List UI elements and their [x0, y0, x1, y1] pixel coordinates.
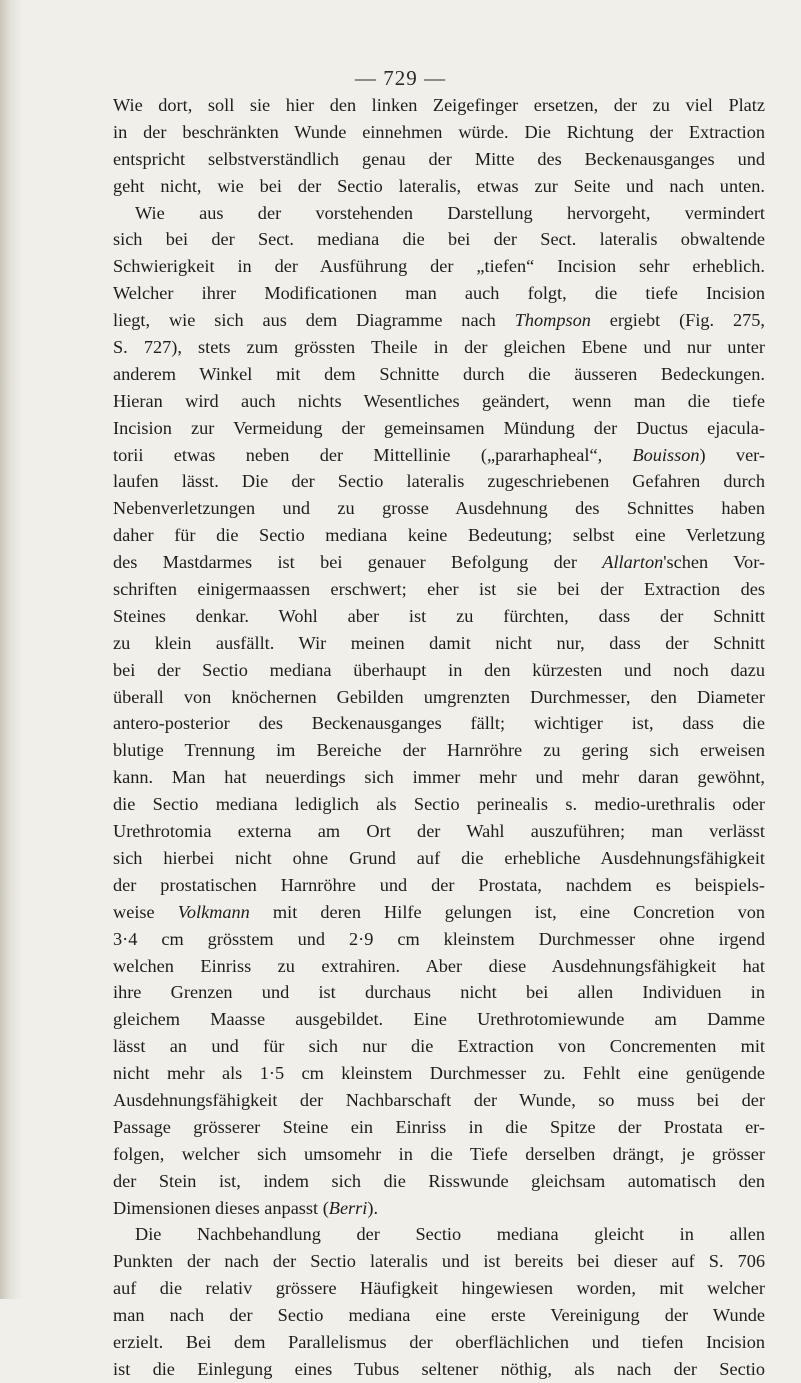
- text-segment: entspricht selbstverständlich genau der Mitte des Beckenausganges und: [113, 148, 765, 169]
- text-line: [113, 872, 765, 899]
- text-line: [113, 92, 765, 119]
- text-segment: Die Nachbehandlung der Sectio mediana gleicht in allen: [135, 1224, 765, 1245]
- text-segment: Ausdehnungsfähigkeit der Nachbarschaft der Wunde, so muss bei der: [113, 1089, 765, 1110]
- text-line: [113, 979, 765, 1006]
- text-segment: Dimensionen dieses anpasst (: [113, 1197, 329, 1218]
- text-segment: antero-posterior des Beckenausganges fällt; wichtiger ist, dass die: [113, 713, 765, 734]
- text-line: [113, 899, 765, 926]
- body-text: [113, 92, 765, 1383]
- text-segment: 3·4 cm grösstem und 2·9 cm kleinstem Durchmesser ohne irgend: [113, 928, 765, 949]
- text-line: [113, 1033, 765, 1060]
- text-segment: Urethrotomia externa am Ort der Wahl auszuführen; man verlässt: [113, 821, 765, 842]
- text-segment: S. 727), stets zum grössten Theile in der gleichen Ebene und nur unter: [113, 337, 765, 358]
- text-line: [113, 1060, 765, 1087]
- text-line: [113, 764, 765, 791]
- text-line: [113, 253, 765, 280]
- text-line: [113, 1329, 765, 1356]
- text-segment: sich hierbei nicht ohne Grund auf die erhebliche Ausdehnungsfähigkeit: [113, 847, 765, 868]
- text-segment: mit deren Hilfe gelungen ist, eine Concretion von: [249, 901, 765, 922]
- text-segment: ) ver-: [699, 444, 765, 465]
- text-line: [113, 630, 765, 657]
- text-segment: laufen lässt. Die der Sectio lateralis zugeschriebenen Gefahren durch: [113, 471, 765, 492]
- text-line: [113, 415, 765, 442]
- text-segment: Wie aus der vorstehenden Darstellung hervorgeht, vermindert: [135, 202, 765, 223]
- text-segment: der prostatischen Harnröhre und der Prostata, nachdem es beispiels-: [113, 874, 765, 895]
- text-segment: Nebenverletzungen und zu grosse Ausdehnung des Schnittes haben: [113, 498, 765, 519]
- text-line: [113, 1356, 765, 1383]
- text-segment: welchen Einriss zu extrahiren. Aber diese Ausdehnungsfähigkeit hat: [113, 955, 765, 976]
- italic-name: Berri: [328, 1197, 368, 1218]
- text-segment: torii etwas neben der Mittellinie („pararhapheal“,: [113, 444, 633, 465]
- text-line: [113, 818, 765, 845]
- text-line: [113, 1275, 765, 1302]
- text-line: [113, 926, 765, 953]
- text-segment: ist die Einlegung eines Tubus seltener nöthig, als nach der Sectio: [113, 1358, 765, 1379]
- text-segment: 'schen Vor-: [663, 552, 766, 573]
- text-segment: auf die relativ grössere Häufigkeit hingewiesen worden, mit welcher: [113, 1278, 765, 1299]
- text-segment: ihre Grenzen und ist durchaus nicht bei allen Individuen in: [113, 982, 765, 1003]
- text-segment: anderem Winkel mit dem Schnitte durch die äusseren Bedeckungen.: [113, 363, 765, 384]
- page-number: — 729 —: [355, 66, 446, 90]
- text-line: [113, 737, 765, 764]
- text-line: [113, 1195, 765, 1222]
- text-line: [113, 603, 765, 630]
- text-segment: folgen, welcher sich umsomehr in die Tiefe derselben drängt, je grösser: [113, 1143, 765, 1164]
- text-segment: sich bei der Sect. mediana die bei der Sect. lateralis obwaltende: [113, 229, 765, 250]
- text-line: [113, 1087, 765, 1114]
- text-line: [113, 549, 765, 576]
- text-segment: lässt an und für sich nur die Extraction von Concrementen mit: [113, 1036, 765, 1057]
- text-segment: weise: [113, 901, 178, 922]
- page-binding-shadow: [0, 0, 22, 1299]
- text-line: [113, 468, 765, 495]
- text-line: [113, 522, 765, 549]
- text-segment: Schwierigkeit in der Ausführung der „tiefen“ Incision sehr erheblich.: [113, 256, 765, 277]
- text-line: [113, 1302, 765, 1329]
- text-line: [113, 307, 765, 334]
- text-line: [113, 334, 765, 361]
- text-line: [113, 1221, 765, 1248]
- italic-name: Bouisson: [632, 444, 700, 465]
- text-segment: gleichem Maasse ausgebildet. Eine Urethrotomiewunde am Damme: [113, 1009, 765, 1030]
- text-segment: Incision zur Vermeidung der gemeinsamen Mündung der Ductus ejacula-: [113, 417, 765, 438]
- text-line: [113, 226, 765, 253]
- text-segment: der Stein ist, indem sich die Risswunde gleichsam automatisch den: [113, 1170, 765, 1191]
- text-segment: Hieran wird auch nichts Wesentliches geändert, wenn man die tiefe: [113, 390, 765, 411]
- italic-name: Allarton: [602, 552, 664, 573]
- italic-name: Thompson: [514, 310, 591, 331]
- text-segment: Steines denkar. Wohl aber ist zu fürchten, dass der Schnitt: [113, 605, 765, 626]
- text-line: [113, 1168, 765, 1195]
- text-segment: liegt, wie sich aus dem Diagramme nach: [113, 310, 515, 331]
- text-segment: die Sectio mediana lediglich als Sectio perinealis s. medio-urethralis oder: [113, 794, 765, 815]
- text-line: [113, 953, 765, 980]
- text-segment: nicht mehr als 1·5 cm kleinstem Durchmesser zu. Fehlt eine genügende: [113, 1063, 765, 1084]
- text-line: [113, 684, 765, 711]
- italic-name: Volkmann: [177, 901, 250, 922]
- text-line: [113, 1141, 765, 1168]
- text-segment: ergiebt (Fig. 275,: [590, 310, 765, 331]
- text-segment: erzielt. Bei dem Parallelismus der oberflächlichen und tiefen Incision: [113, 1331, 765, 1352]
- text-segment: in der beschränkten Wunde einnehmen würde. Die Richtung der Extraction: [113, 121, 765, 142]
- text-line: [113, 495, 765, 522]
- text-line: [113, 361, 765, 388]
- text-segment: Passage grösserer Steine ein Einriss in die Spitze der Prostata er-: [113, 1116, 765, 1137]
- text-line: [113, 442, 765, 469]
- text-segment: schriften einigermaassen erschwert; eher ist sie bei der Extraction des: [113, 579, 765, 600]
- text-line: [113, 200, 765, 227]
- text-line: [113, 710, 765, 737]
- text-segment: Welcher ihrer Modificationen man auch folgt, die tiefe Incision: [113, 283, 765, 304]
- text-line: [113, 119, 765, 146]
- text-segment: ).: [367, 1197, 379, 1218]
- text-line: [113, 146, 765, 173]
- text-segment: Wie dort, soll sie hier den linken Zeigefinger ersetzen, der zu viel Platz: [113, 95, 765, 115]
- text-segment: bei der Sectio mediana überhaupt in den kürzesten und noch dazu: [113, 659, 765, 680]
- text-line: [113, 173, 765, 200]
- text-segment: man nach der Sectio mediana eine erste Vereinigung der Wunde: [113, 1305, 765, 1326]
- text-line: [113, 388, 765, 415]
- text-line: [113, 1248, 765, 1275]
- text-segment: zu klein ausfällt. Wir meinen damit nicht nur, dass der Schnitt: [113, 632, 765, 653]
- text-line: [113, 1006, 765, 1033]
- text-segment: blutige Trennung im Bereiche der Harnröhre zu gering sich erweisen: [113, 740, 765, 761]
- text-line: [113, 657, 765, 684]
- text-line: [113, 576, 765, 603]
- text-segment: kann. Man hat neuerdings sich immer mehr und mehr daran gewöhnt,: [113, 767, 765, 788]
- text-segment: des Mastdarmes ist bei genauer Befolgung der: [113, 552, 603, 573]
- text-segment: Punkten der nach der Sectio lateralis und ist bereits bei dieser auf S. 706: [113, 1251, 765, 1272]
- text-segment: überall von knöchernen Gebilden umgrenzten Durchmesser, den Diameter: [113, 686, 765, 707]
- text-line: [113, 791, 765, 818]
- text-line: [113, 1114, 765, 1141]
- text-segment: daher für die Sectio mediana keine Bedeutung; selbst eine Verletzung: [113, 525, 765, 546]
- text-line: [113, 280, 765, 307]
- text-segment: geht nicht, wie bei der Sectio lateralis, etwas zur Seite und nach unten.: [113, 175, 765, 196]
- text-line: [113, 845, 765, 872]
